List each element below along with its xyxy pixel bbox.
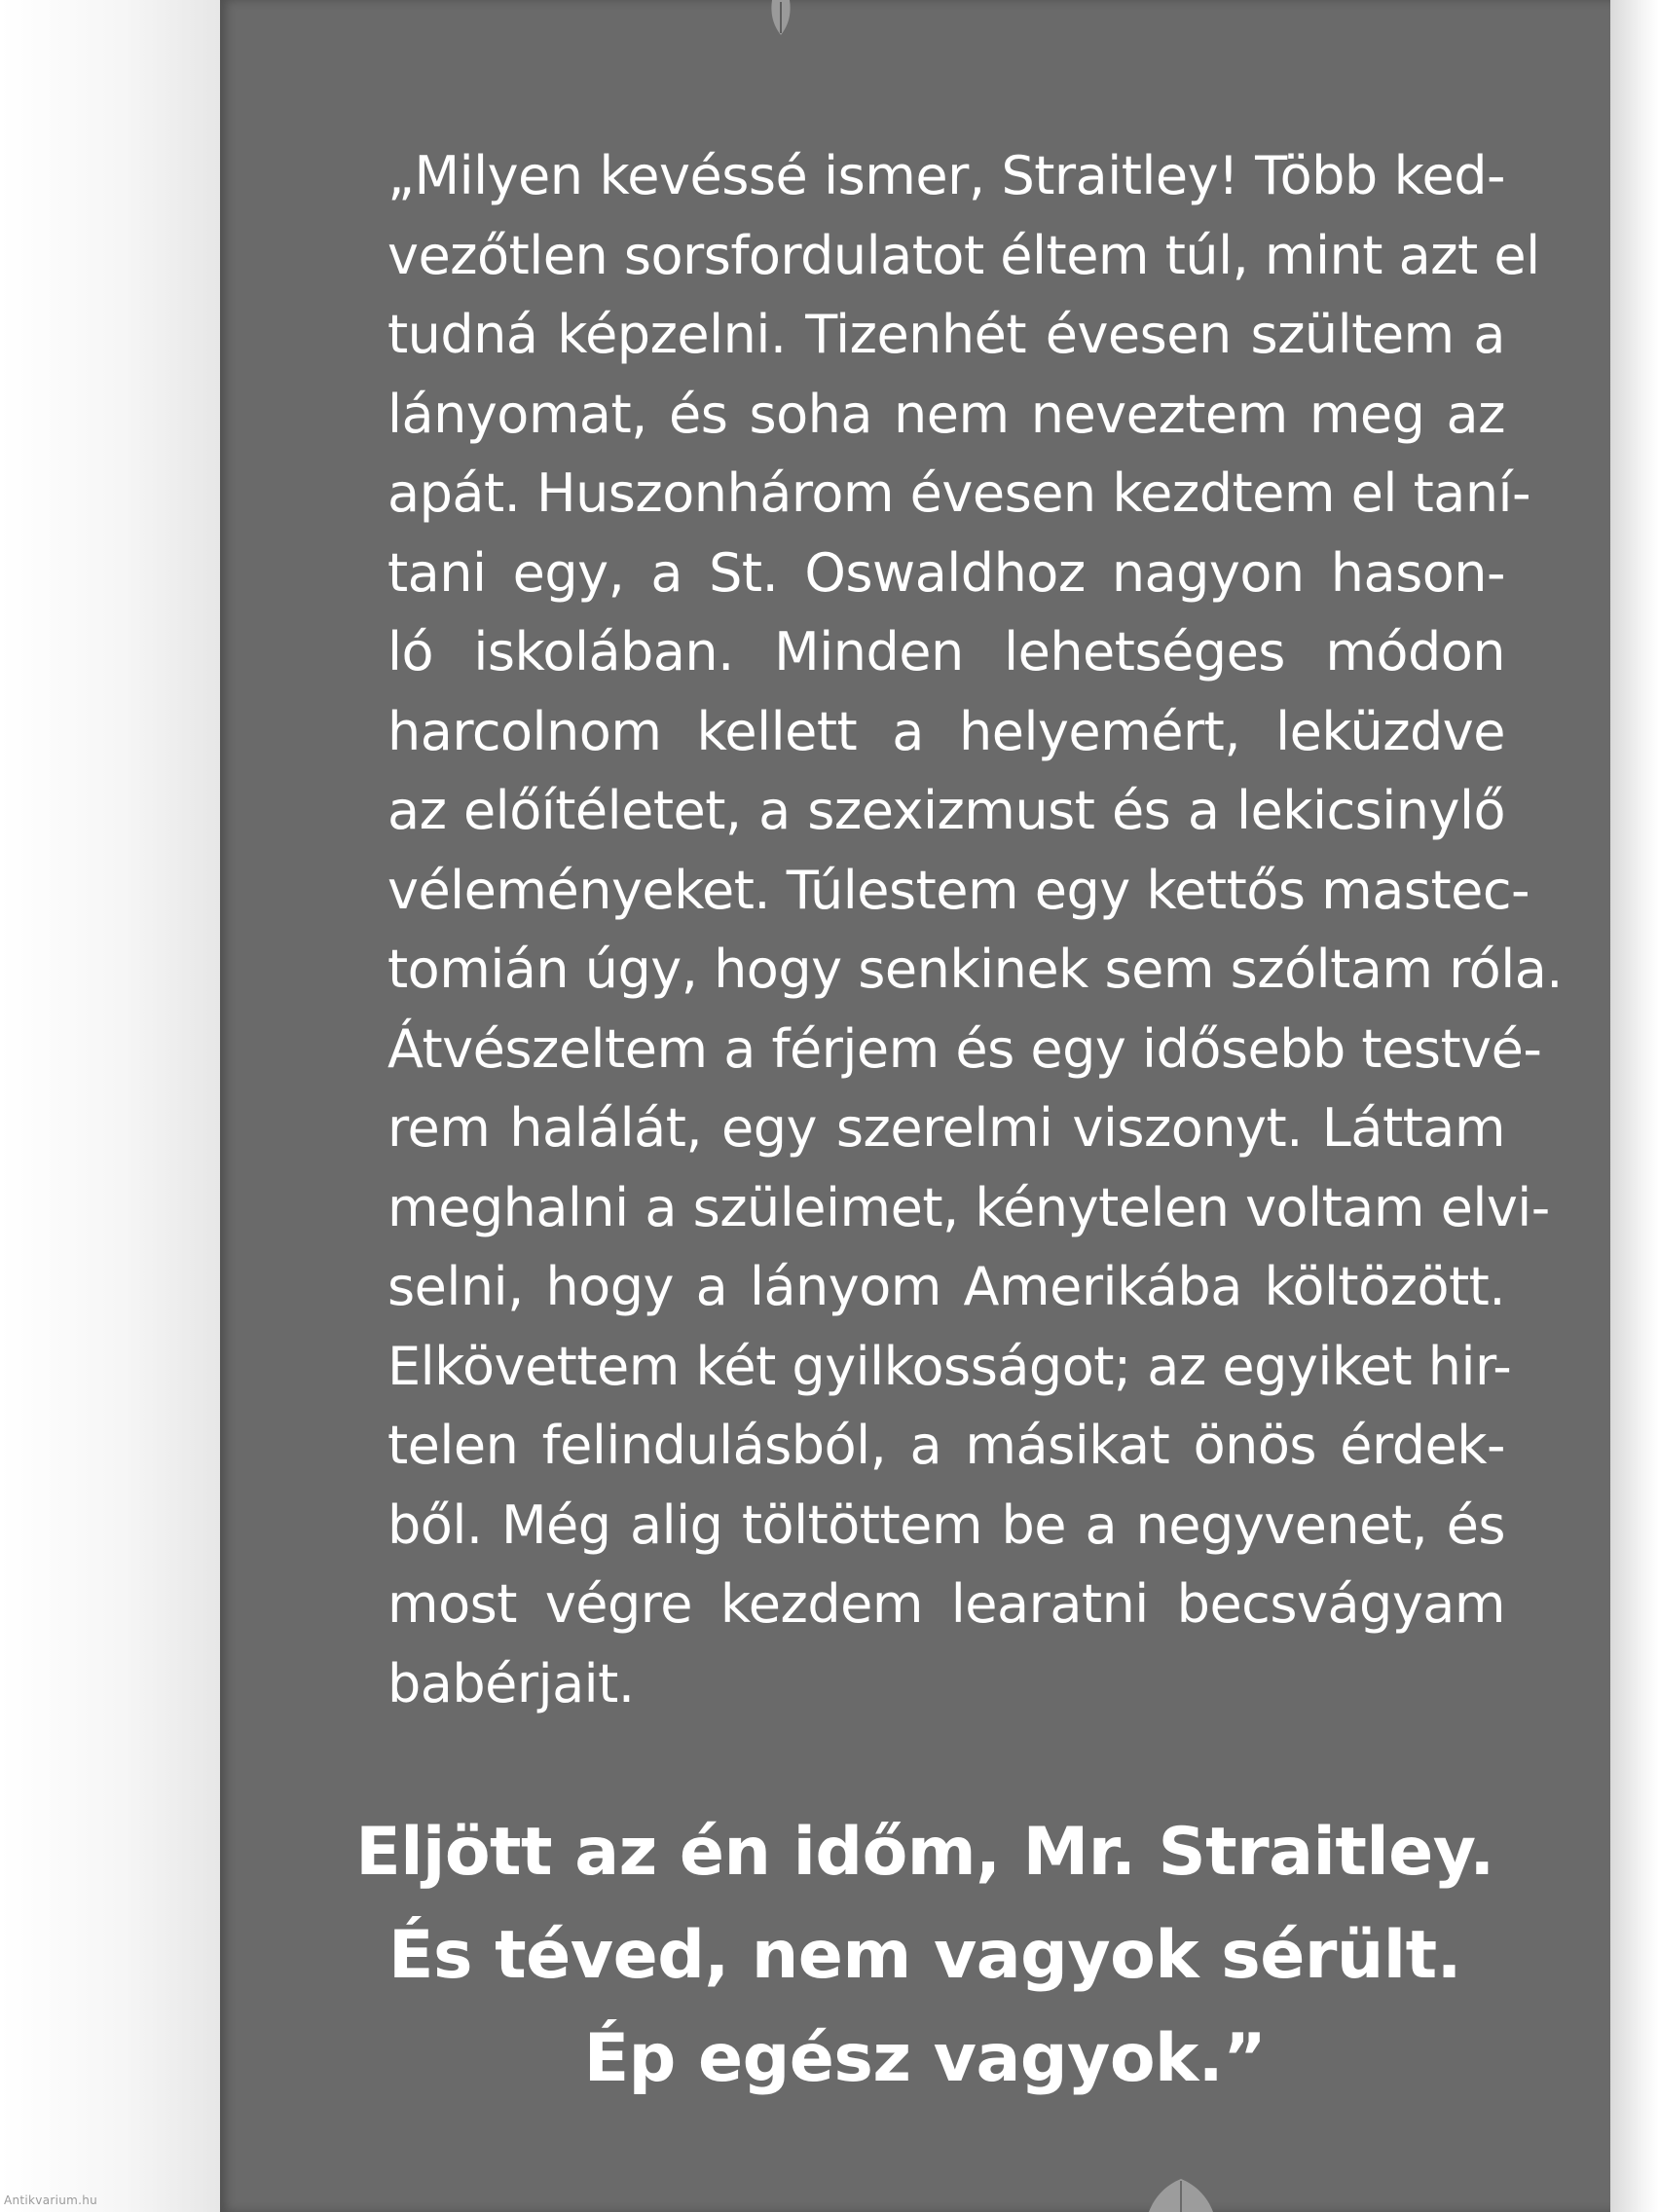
excerpt-line: tomián úgy, hogy senkinek sem szóltam róla. xyxy=(387,939,1563,1000)
closing-statement xyxy=(321,1801,1529,2111)
excerpt-line: az előítéletet, a szexizmust és a lekicsinylő xyxy=(387,780,1505,841)
excerpt-line: telen felindulásból, a másikat önös érdek- xyxy=(387,1415,1505,1476)
right-page-edge xyxy=(1610,0,1659,2212)
excerpt-line: Átvészeltem a férjem és egy idősebb testvé- xyxy=(387,1017,1542,1080)
excerpt-line: vezőtlen sorsfordulatot éltem túl, mint azt el xyxy=(387,224,1540,286)
excerpt-line: lányomat, és soha nem neveztem meg az xyxy=(387,383,1505,445)
closing-line: Ép egész vagyok.” xyxy=(583,2020,1267,2097)
watermark: Antikvarium.hu xyxy=(4,2194,98,2207)
excerpt-line: meghalni a szüleimet, kénytelen voltam elvi- xyxy=(387,1176,1550,1238)
excerpt-line: apát. Huszonhárom évesen kezdtem el taní- xyxy=(387,462,1531,524)
excerpt-line: selni, hogy a lányom Amerikába költözött. xyxy=(387,1256,1505,1317)
excerpt-line: tani egy, a St. Oswaldhoz nagyon hason- xyxy=(387,541,1505,604)
leaf-ornament-icon xyxy=(761,0,800,35)
excerpt-line: tudná képzelni. Tizenhét évesen szültem a xyxy=(387,304,1505,365)
excerpt-line: ből. Még alig töltöttem be a negyvenet, és xyxy=(387,1493,1505,1556)
excerpt-line: Elkövettem két gyilkosságot; az egyiket hir- xyxy=(387,1335,1512,1397)
closing-line: És téved, nem vagyok sérült. xyxy=(388,1917,1461,1994)
cover-excerpt xyxy=(387,136,1563,1723)
closing-line: Eljött az én időm, Mr. Straitley. xyxy=(355,1814,1494,1891)
excerpt-line: babérjait. xyxy=(387,1652,635,1714)
excerpt-line: ló iskolában. Minden lehetséges módon xyxy=(387,621,1505,682)
excerpt-line: véleményeket. Túlestem egy kettős mastec- xyxy=(387,859,1530,921)
excerpt-line: harcolnom kellett a helyemért, leküzdve xyxy=(387,700,1505,762)
excerpt-line: rem halálát, egy szerelmi viszonyt. Láttam xyxy=(387,1097,1505,1159)
excerpt-line: most végre kezdem learatni becsvágyam xyxy=(387,1573,1505,1635)
leaf-ornament-bottom-icon xyxy=(1137,2177,1225,2212)
left-page-edge xyxy=(0,0,224,2212)
excerpt-line: „Milyen kevéssé ismer, Straitley! Több ked- xyxy=(387,145,1505,206)
